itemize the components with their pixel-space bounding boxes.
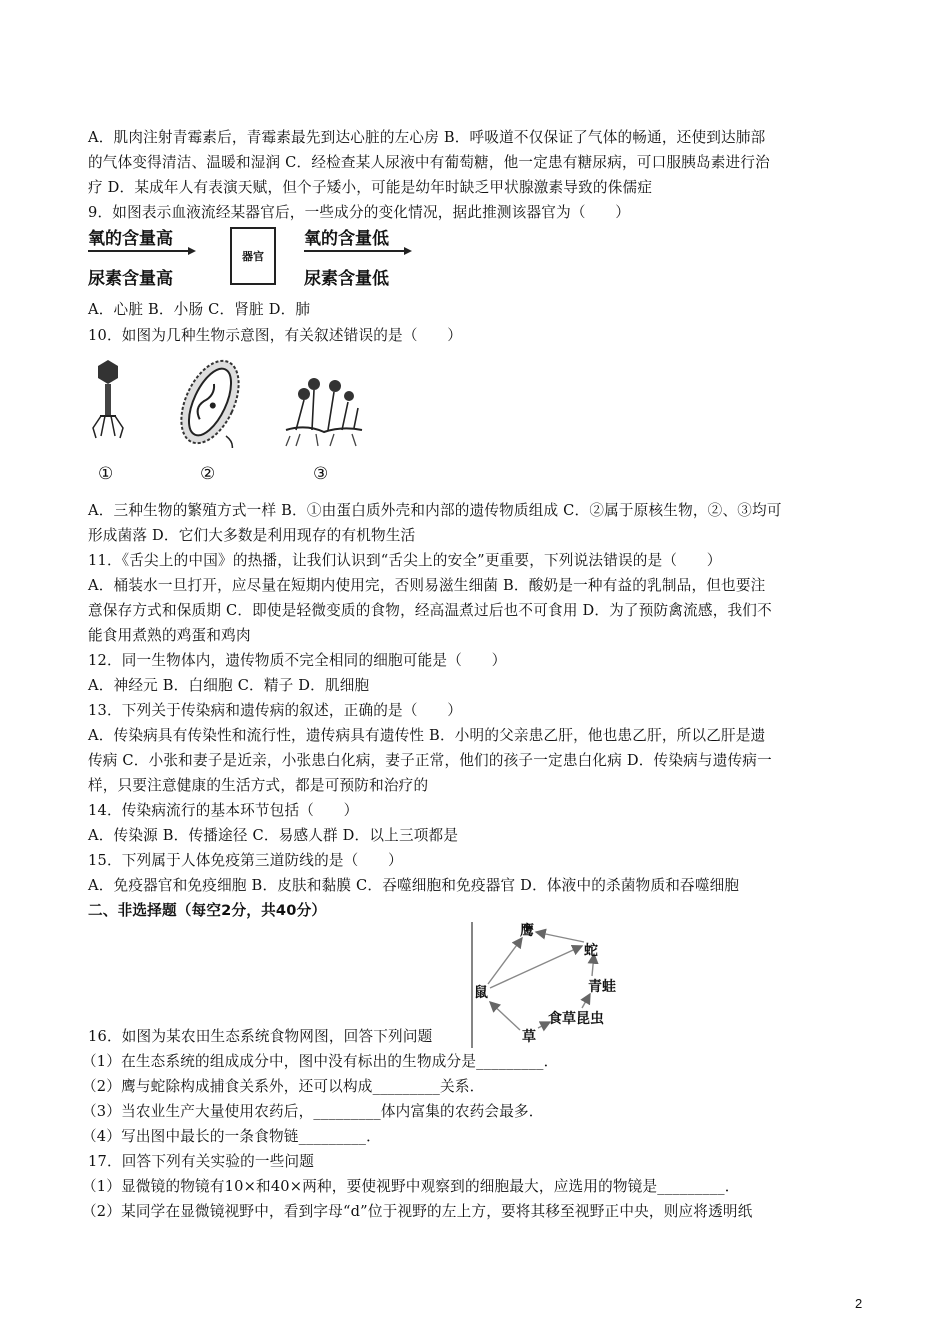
q8-line-2: 的气体变得清洁、温暖和湿润 C．经检查某人尿液中有葡萄糖，他一定患有糖尿病，可口服胰岛素进行治 (88, 154, 770, 171)
q13-line-2: 传病 C．小张和妻子是近亲，小张患白化病，妻子正常，他们的孩子一定患白化病 D．传染病与遗传病一 (88, 752, 772, 769)
q12-options: A．神经元 B．白细胞 C．精子 D．肌细胞 (88, 677, 370, 694)
food-web-insect: 食草昆虫 (548, 1011, 604, 1027)
q17-sub-2: （2）某同学在显微镜视野中，看到字母“d”位于视野的左上方，要将其移至视野正中央，则应将透明纸 (82, 1203, 753, 1220)
q8-line-3: 疗 D．某成年人有表演天赋，但个子矮小，可能是幼年时缺乏甲状腺激素导致的侏儒症 (88, 179, 653, 196)
q15-stem: 15．下列属于人体免疫第三道防线的是（ ） (88, 852, 403, 869)
q9-stem: 9．如图表示血液流经某器官后，一些成分的变化情况，据此推测该器官为（ ） (88, 204, 631, 221)
section-2-heading: 二、非选择题（每空2分，共40分） (88, 902, 327, 919)
q9-in-arrow (88, 246, 198, 256)
q10-label-2: ② (200, 464, 216, 484)
q9-options: A．心脏 B．小肠 C．肾脏 D．肺 (88, 301, 311, 318)
bacteriophage-illustration (88, 356, 128, 446)
q17-stem: 17．回答下列有关实验的一些问题 (88, 1153, 315, 1170)
q8-line-1: A．肌肉注射青霉素后，青霉素最先到达心脏的左心房 B．呼吸道不仅保证了气体的畅通，还使到达肺部 (88, 129, 766, 146)
q15-options: A．免疫器官和免疫细胞 B．皮肤和黏膜 C．吞噬细胞和免疫器官 D．体液中的杀菌物质和吞噬细胞 (88, 877, 740, 894)
q9-in-urea-label: 尿素含量高 (88, 269, 173, 289)
q10-label-3: ③ (313, 464, 329, 484)
q16-sub-1: （1）在生态系统的组成成分中，图中没有标出的生物成分是_________． (82, 1053, 559, 1070)
q16-stem: 16．如图为某农田生态系统食物网图，回答下列问题 (88, 1028, 433, 1045)
q10-line-1: A．三种生物的繁殖方式一样 B．①由蛋白质外壳和内部的遗传物质组成 C．②属于原核生物，②、③均可 (88, 502, 782, 519)
bacterium-illustration (170, 356, 250, 448)
q9-out-urea-label: 尿素含量低 (304, 269, 389, 289)
q13-line-3: 样，只要注意健康的生活方式，都是可预防和治疗的 (88, 777, 429, 794)
q13-line-1: A．传染病具有传染性和流行性，遗传病具有遗传性 B．小明的父亲患乙肝，他也患乙肝，所以乙肝是遗 (88, 727, 766, 744)
food-web-mouse: 鼠 (474, 985, 488, 1001)
q16-sub-2: （2）鹰与蛇除构成捕食关系外，还可以构成_________关系． (82, 1078, 485, 1095)
q14-options: A．传染源 B．传播途径 C．易感人群 D．以上三项都是 (88, 827, 459, 844)
q9-out-oxygen-label: 氧的含量低 (304, 229, 389, 249)
q10-line-2: 形成菌落 D．它们大多数是利用现存的有机物生活 (88, 527, 416, 544)
food-web-grass: 草 (522, 1029, 536, 1045)
q16-sub-3: （3）当农业生产大量使用农药后，_________体内富集的农药会最多． (82, 1103, 544, 1120)
q9-out-arrow (304, 246, 414, 256)
q11-line-1: A．桶装水一旦打开，应尽量在短期内使用完，否则易滋生细菌 B．酸奶是一种有益的乳制品，但也要注 (88, 577, 766, 594)
q11-line-3: 能食用煮熟的鸡蛋和鸡肉 (88, 627, 251, 644)
q13-stem: 13．下列关于传染病和遗传病的叙述，正确的是（ ） (88, 702, 463, 719)
q10-label-1: ① (98, 464, 114, 484)
food-web-frog: 青蛙 (588, 979, 616, 995)
page-number: 2 (855, 1296, 863, 1311)
q10-stem: 10．如图为几种生物示意图，有关叙述错误的是（ ） (88, 327, 463, 344)
q9-organ-box: 器官 (230, 227, 276, 285)
food-web-snake: 蛇 (584, 943, 598, 959)
q9-in-oxygen-label: 氧的含量高 (88, 229, 173, 249)
food-web-eagle: 鹰 (520, 923, 534, 939)
q11-line-2: 意保存方式和保质期 C．即使是轻微变质的食物，经高温煮过后也不可食用 D．为了预防禽流感，我们不 (88, 602, 772, 619)
food-web-figure (470, 918, 630, 1050)
q12-stem: 12．同一生物体内，遗传物质不完全相同的细胞可能是（ ） (88, 652, 507, 669)
q16-sub-4: （4）写出图中最长的一条食物链_________． (82, 1128, 381, 1145)
q17-sub-1: （1）显微镜的物镜有10×和40×两种，要使视野中观察到的细胞最大，应选用的物镜是_________． (82, 1178, 740, 1195)
q14-stem: 14．传染病流行的基本环节包括（ ） (88, 802, 359, 819)
mold-illustration (282, 364, 366, 448)
q11-stem: 11．《舌尖上的中国》的热播，让我们认识到“舌尖上的安全”更重要，下列说法错误的是（ ） (88, 552, 722, 569)
